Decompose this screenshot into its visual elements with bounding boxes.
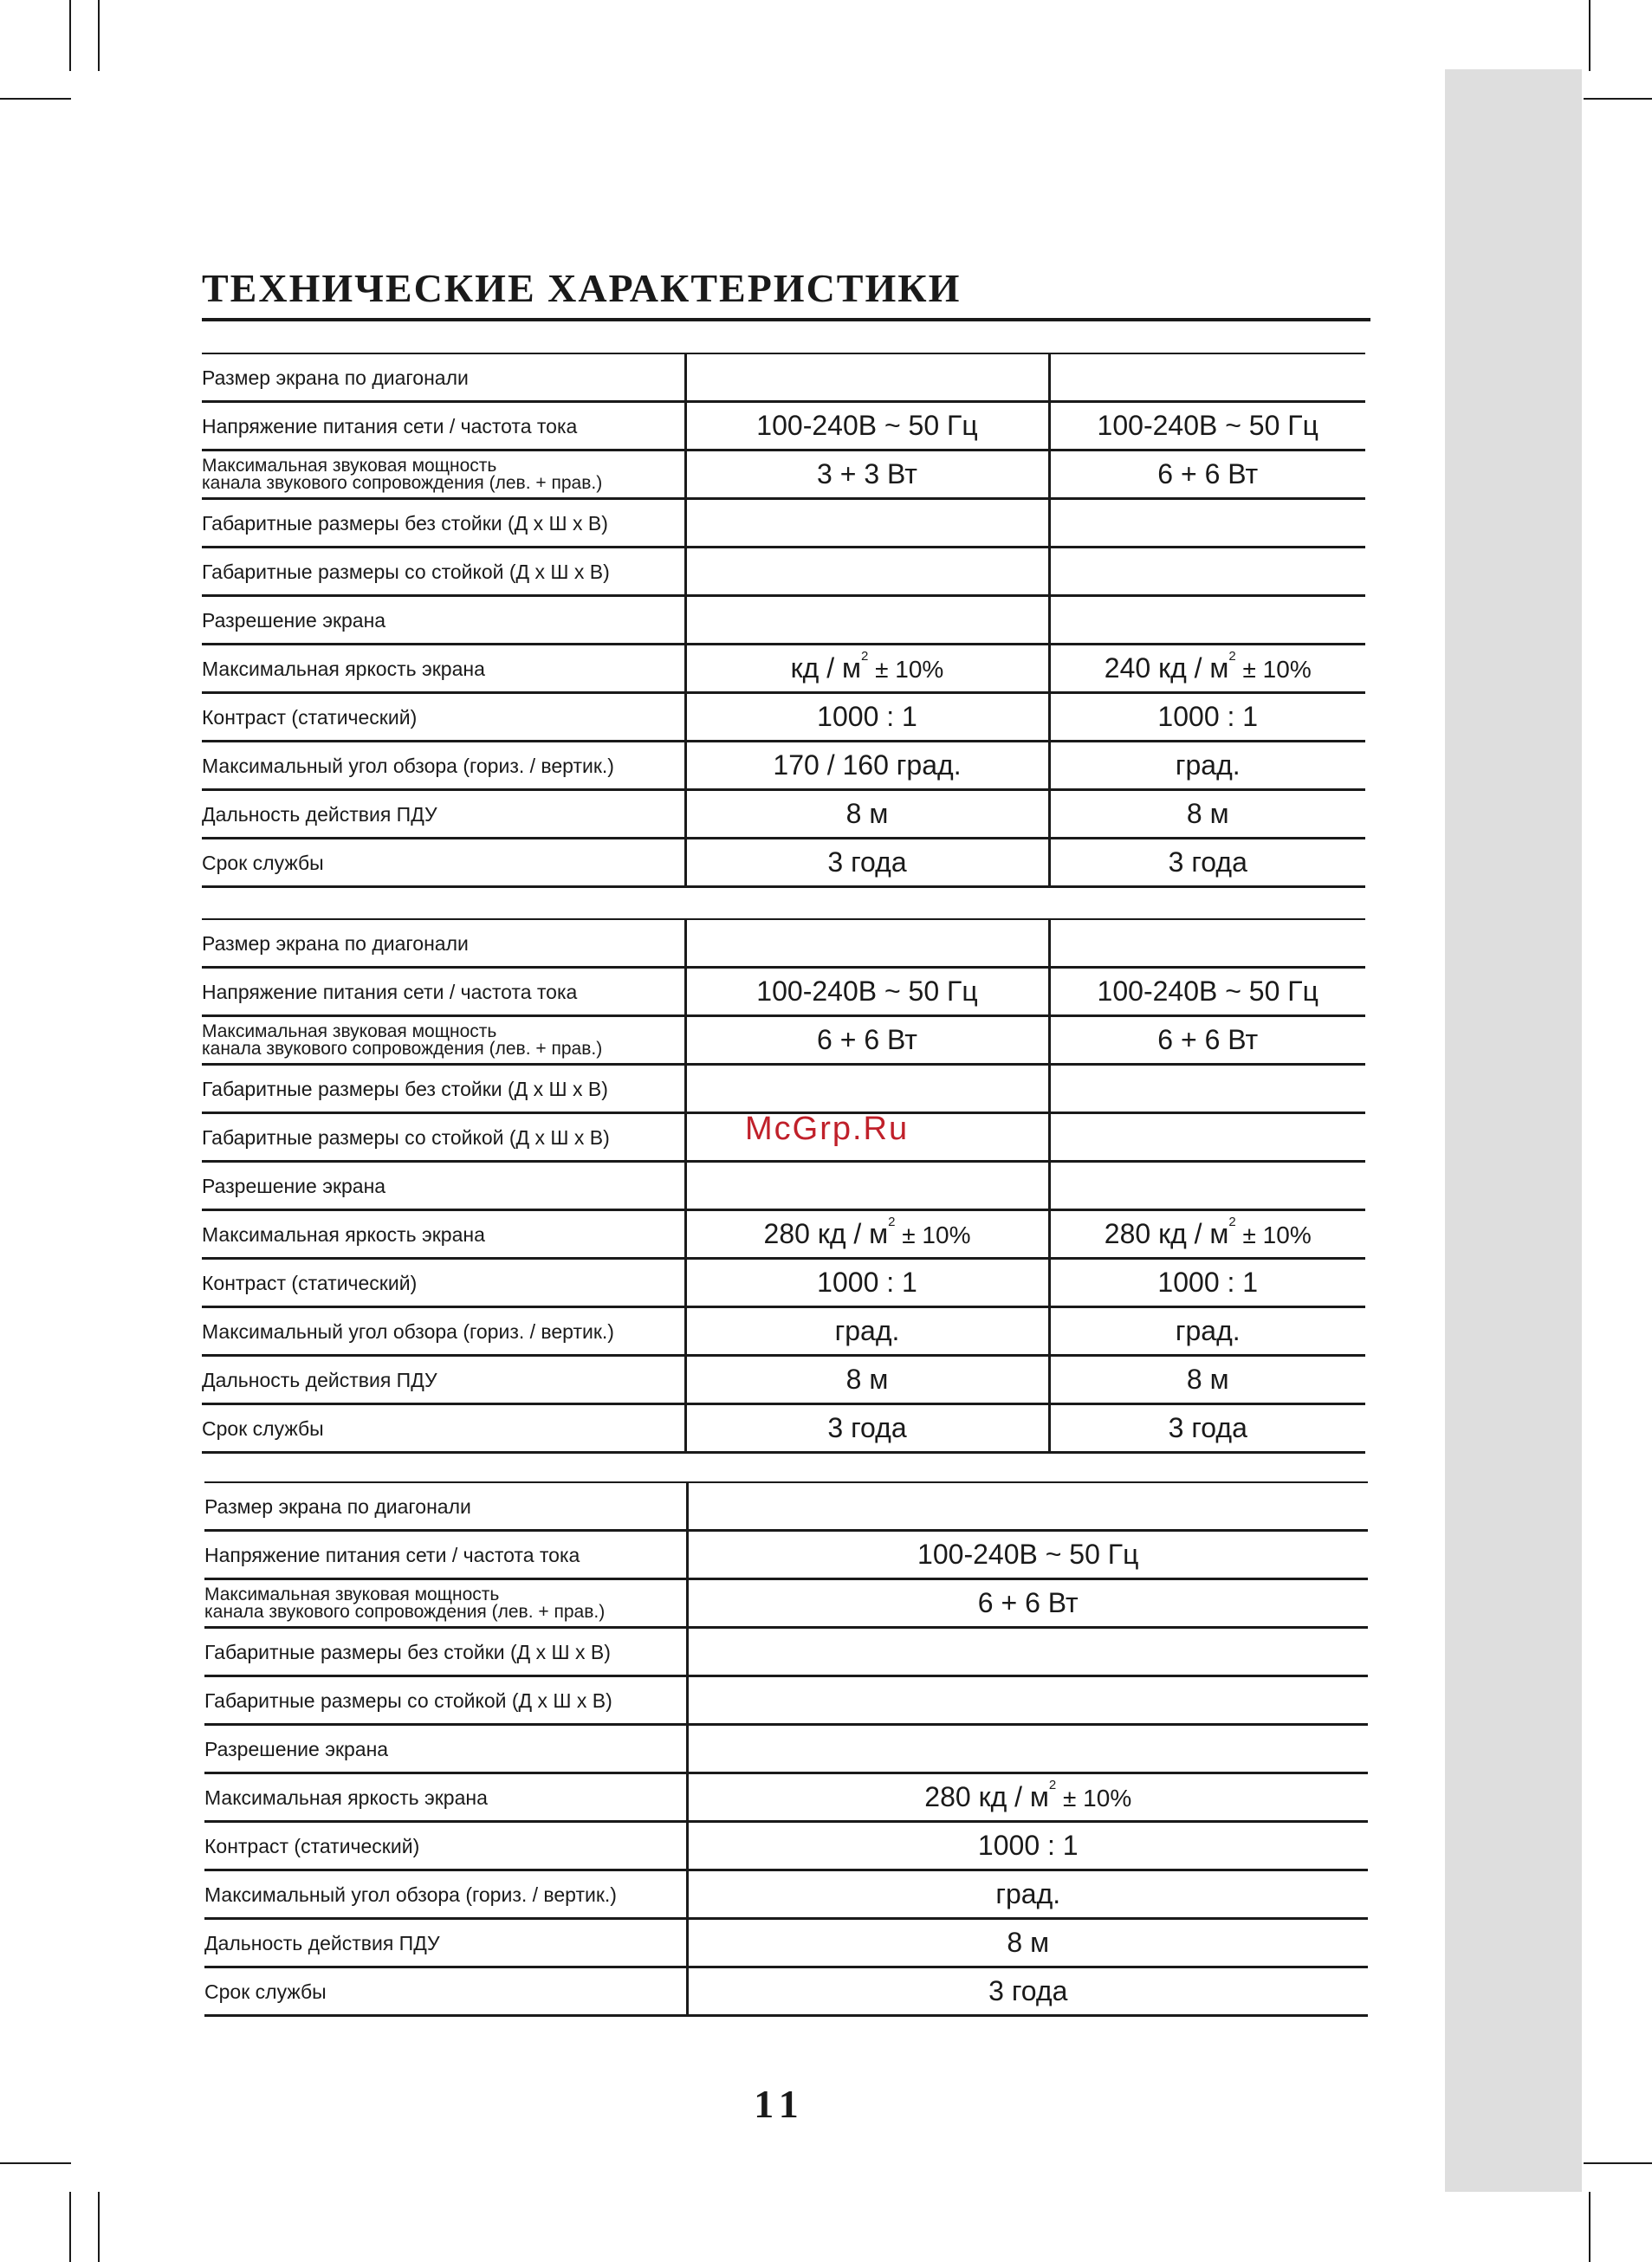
spec-value: 3 года	[687, 1967, 1368, 2016]
spec-value: 6 + 6 Вт	[685, 1016, 1049, 1065]
spec-label: Максимальная яркость экрана	[202, 645, 685, 693]
spec-label: Габаритные размеры без стойки (Д х Ш х В)	[202, 1065, 685, 1113]
spec-row	[202, 968, 1365, 1016]
spec-row	[204, 1870, 1368, 1919]
page-edge-tab	[1445, 69, 1582, 2192]
spec-row	[204, 1482, 1368, 1531]
spec-row	[202, 1065, 1365, 1113]
spec-label: Максимальный угол обзора (гориз. / вертик.)	[202, 1307, 685, 1356]
spec-row	[202, 353, 1365, 402]
watermark-text: McGrp.Ru	[745, 1111, 910, 1147]
spec-label: Максимальный угол обзора (гориз. / вертик.)	[204, 1870, 687, 1919]
spec-row	[202, 1307, 1365, 1356]
spec-value: 100-240В ~ 50 Гц	[685, 968, 1049, 1016]
spec-value: 6 + 6 Вт	[687, 1579, 1368, 1628]
spec-row	[202, 1404, 1365, 1453]
page-number: 11	[754, 2082, 806, 2126]
spec-label: Дальность действия ПДУ	[204, 1919, 687, 1967]
spec-value: 8 м	[1049, 790, 1365, 839]
spec-label: Размер экрана по диагонали	[204, 1482, 687, 1531]
spec-value	[685, 919, 1049, 968]
spec-value	[1049, 919, 1365, 968]
spec-row	[204, 1822, 1368, 1870]
spec-row	[202, 499, 1365, 548]
spec-value	[1049, 353, 1365, 402]
crop-mark	[69, 2192, 71, 2262]
spec-value: 100-240В ~ 50 Гц	[685, 402, 1049, 450]
spec-value	[687, 1482, 1368, 1531]
spec-row	[204, 1628, 1368, 1676]
spec-label: Напряжение питания сети / частота тока	[202, 402, 685, 450]
spec-label: Габаритные размеры со стойкой (Д х Ш х В)	[204, 1676, 687, 1725]
spec-value: 3 + 3 Вт	[685, 450, 1049, 499]
spec-table-3	[204, 1481, 1368, 2017]
spec-row	[204, 1773, 1368, 1822]
spec-label: Габаритные размеры со стойкой (Д х Ш х В)	[202, 1113, 685, 1162]
spec-label: Размер экрана по диагонали	[202, 919, 685, 968]
spec-value	[687, 1628, 1368, 1676]
spec-value	[685, 1065, 1049, 1113]
spec-row	[202, 596, 1365, 645]
spec-row	[202, 742, 1365, 790]
spec-row	[202, 1162, 1365, 1210]
spec-value: 100-240В ~ 50 Гц	[1049, 402, 1365, 450]
spec-row	[204, 1725, 1368, 1773]
spec-value: 170 / 160 град.	[685, 742, 1049, 790]
spec-value: 1000 : 1	[685, 1259, 1049, 1307]
crop-mark	[1589, 0, 1590, 71]
spec-label: Максимальная звуковая мощность канала звукового сопровождения (лев. + прав.)	[202, 450, 685, 499]
spec-row	[202, 839, 1365, 887]
spec-value: град.	[685, 1307, 1049, 1356]
spec-value: 6 + 6 Вт	[1049, 450, 1365, 499]
spec-value: 280 кд / $м^2 \pm 10\%$	[687, 1773, 1368, 1822]
spec-value	[687, 1676, 1368, 1725]
crop-mark	[98, 0, 100, 71]
spec-row	[202, 450, 1365, 499]
spec-value: 100-240В ~ 50 Гц	[1049, 968, 1365, 1016]
spec-label: Габаритные размеры без стойки (Д х Ш х В)	[202, 499, 685, 548]
spec-label: Максимальная звуковая мощность канала звукового сопровождения (лев. + прав.)	[202, 1016, 685, 1065]
spec-label: Максимальная яркость экрана	[202, 1210, 685, 1259]
spec-value: 8 м	[685, 790, 1049, 839]
spec-label: Максимальный угол обзора (гориз. / вертик.)	[202, 742, 685, 790]
crop-mark	[1589, 2192, 1590, 2262]
spec-label: Контраст (статический)	[202, 1259, 685, 1307]
crop-mark	[0, 2162, 71, 2164]
spec-label: Дальность действия ПДУ	[202, 790, 685, 839]
crop-mark	[69, 0, 71, 71]
spec-row	[204, 1579, 1368, 1628]
spec-table-1	[202, 353, 1365, 888]
title-underline	[202, 318, 1370, 321]
spec-label: Напряжение питания сети / частота тока	[202, 968, 685, 1016]
spec-label: Размер экрана по диагонали	[202, 353, 685, 402]
spec-row	[202, 548, 1365, 596]
spec-row	[204, 1967, 1368, 2016]
crop-mark	[1584, 98, 1652, 100]
spec-value	[685, 548, 1049, 596]
spec-label: Контраст (статический)	[204, 1822, 687, 1870]
spec-row	[204, 1531, 1368, 1579]
crop-mark	[0, 98, 71, 100]
spec-value: 3 года	[1049, 1404, 1365, 1453]
spec-value: 1000 : 1	[1049, 1259, 1365, 1307]
spec-row	[202, 1210, 1365, 1259]
spec-value: град.	[1049, 1307, 1365, 1356]
spec-value: град.	[1049, 742, 1365, 790]
spec-row	[202, 1016, 1365, 1065]
spec-label: Разрешение экрана	[202, 1162, 685, 1210]
spec-value	[1049, 548, 1365, 596]
spec-value: град.	[687, 1870, 1368, 1919]
spec-table-2	[202, 918, 1365, 1454]
spec-label: Габаритные размеры со стойкой (Д х Ш х В)	[202, 548, 685, 596]
spec-value: 3 года	[685, 839, 1049, 887]
spec-value: 280 кд / $м^2 \pm 10\%$	[1049, 1210, 1365, 1259]
spec-value: 240 кд / $м^2 \pm 10\%$	[1049, 645, 1365, 693]
spec-value: 8 м	[685, 1356, 1049, 1404]
spec-value: 6 + 6 Вт	[1049, 1016, 1365, 1065]
spec-label: Дальность действия ПДУ	[202, 1356, 685, 1404]
spec-value: 1000 : 1	[687, 1822, 1368, 1870]
page-title: ТЕХНИЧЕСКИЕ ХАРАКТЕРИСТИКИ	[202, 266, 962, 310]
spec-label: Напряжение питания сети / частота тока	[204, 1531, 687, 1579]
spec-label: Разрешение экрана	[202, 596, 685, 645]
spec-value	[685, 499, 1049, 548]
spec-value	[1049, 499, 1365, 548]
spec-value	[687, 1725, 1368, 1773]
spec-row	[202, 693, 1365, 742]
spec-row	[202, 790, 1365, 839]
spec-row	[202, 402, 1365, 450]
spec-value: 1000 : 1	[685, 693, 1049, 742]
spec-value	[685, 353, 1049, 402]
spec-value	[1049, 1162, 1365, 1210]
spec-label: Разрешение экрана	[204, 1725, 687, 1773]
spec-value: 280 кд / $м^2 \pm 10\%$	[685, 1210, 1049, 1259]
spec-label: Максимальная яркость экрана	[204, 1773, 687, 1822]
spec-row	[204, 1676, 1368, 1725]
spec-value	[685, 1162, 1049, 1210]
spec-value	[1049, 596, 1365, 645]
spec-value: 3 года	[685, 1404, 1049, 1453]
spec-value: 8 м	[1049, 1356, 1365, 1404]
spec-row	[202, 919, 1365, 968]
crop-mark	[1584, 2162, 1652, 2164]
spec-value	[685, 596, 1049, 645]
spec-label: Срок службы	[204, 1967, 687, 2016]
spec-row	[202, 1259, 1365, 1307]
spec-label: Срок службы	[202, 839, 685, 887]
spec-value: кд / $м^2 \pm 10\%$	[685, 645, 1049, 693]
spec-value: 8 м	[687, 1919, 1368, 1967]
spec-label: Габаритные размеры без стойки (Д х Ш х В)	[204, 1628, 687, 1676]
spec-value	[1049, 1065, 1365, 1113]
spec-row	[204, 1919, 1368, 1967]
spec-label: Контраст (статический)	[202, 693, 685, 742]
spec-value	[1049, 1113, 1365, 1162]
spec-value: 3 года	[1049, 839, 1365, 887]
crop-mark	[98, 2192, 100, 2262]
spec-label: Максимальная звуковая мощность канала звукового сопровождения (лев. + прав.)	[204, 1579, 687, 1628]
spec-row	[202, 645, 1365, 693]
spec-label: Срок службы	[202, 1404, 685, 1453]
spec-row	[202, 1356, 1365, 1404]
spec-value: 100-240В ~ 50 Гц	[687, 1531, 1368, 1579]
spec-value: 1000 : 1	[1049, 693, 1365, 742]
